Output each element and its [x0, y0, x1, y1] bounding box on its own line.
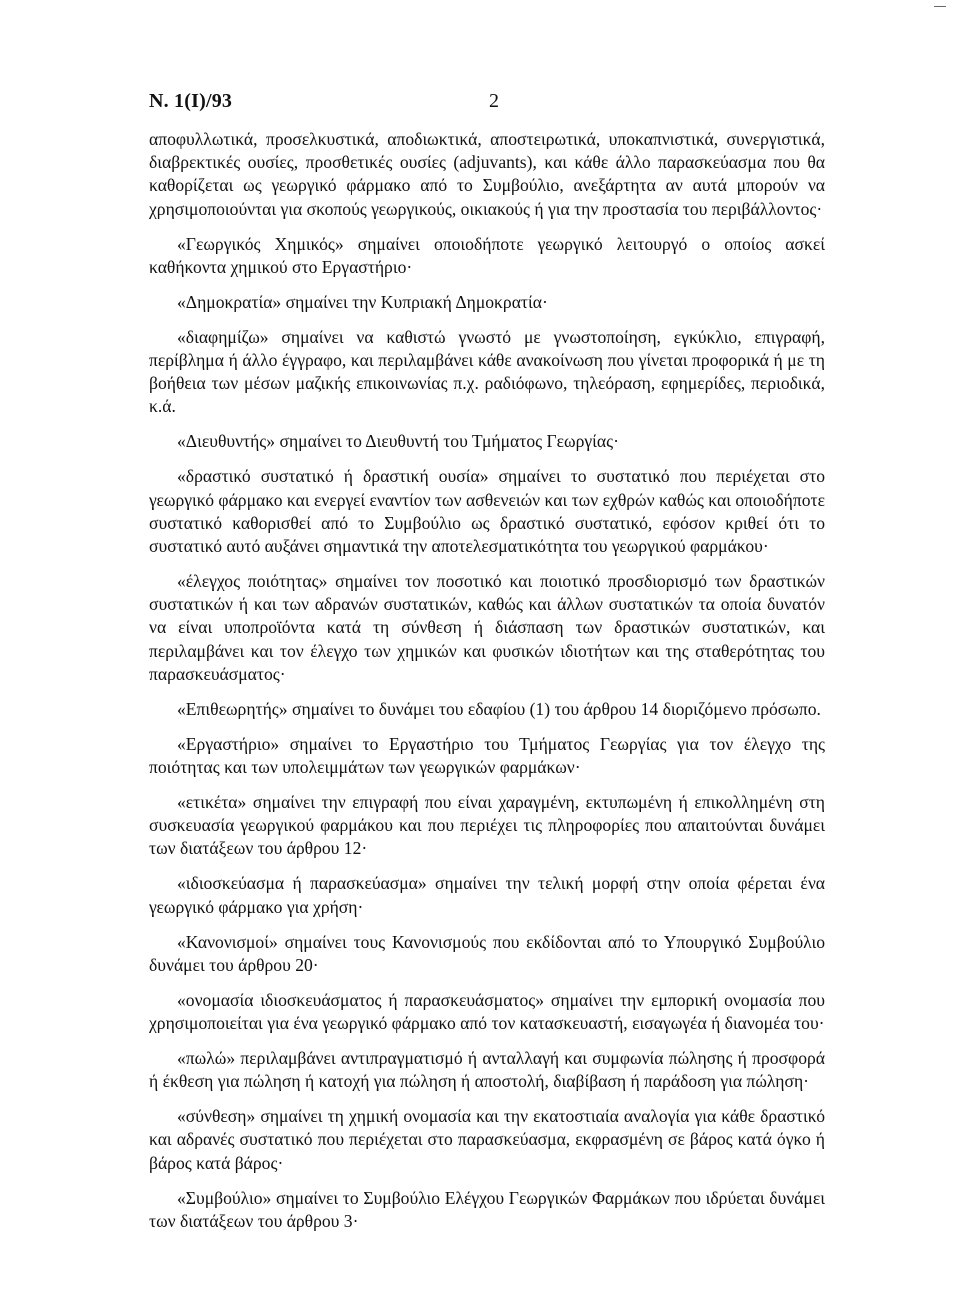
page-number: 2 — [489, 90, 500, 112]
definition-synthesi: «σύνθεση» σημαίνει τη χημική ονομασία και την εκατοστιαία αναλογία για κάθε δραστικό και αδρανές συστατικό που περιέχεται στο παρασκεύασμα, εκφρασμένη σε βάρος κατά όγκο ή βάρος κατά βάρος· — [149, 1106, 825, 1173]
definition-kanonismoi: «Κανονισμοί» σημαίνει τους Κανονισμούς που εκδίδονται από το Υπουργικό Συμβούλιο δυνάμει του άρθρου 20· — [149, 931, 825, 975]
definition-georgikos-chimikos: «Γεωργικός Χημικός» σημαίνει οποιοδήποτε γεωργικό λειτουργό ο οποίος ασκεί καθήκοντα χημικού στο Εργαστήριο· — [149, 233, 825, 277]
definition-etiketa: «ετικέτα» σημαίνει την επιγραφή που είναι χαραγμένη, εκτυπωμένη ή επικολλημένη στη συσκευασία γεωργικού φαρμάκου και που περιέχει τις πληροφορίες που απαιτούνται δυνάμει των διατάξεων του άρθρου 12· — [149, 792, 825, 859]
definition-epitheoritis: «Επιθεωρητής» σημαίνει το δυνάμει του εδαφίου (1) του άρθρου 14 διοριζόμενο πρόσωπο. — [177, 698, 821, 719]
definition-diefthyntis: «Διευθυντής» σημαίνει το Διευθυντή του Τμήματος Γεωργίας· — [177, 431, 619, 452]
definition-ergastirio: «Εργαστήριο» σημαίνει το Εργαστήριο του Τμήματος Γεωργίας για τον έλεγχο της ποιότητας και των υπολειμμάτων των γεωργικών φαρμάκων· — [149, 733, 825, 778]
definition-drastiko-systatiko: «δραστικό συστατικό ή δραστική ουσία» σημαίνει το συστατικό που περιέχεται στο γεωργικό φάρμακο και ενεργεί εναντίον των ασθενειών και των εχθρών καθώς και οποιοδήποτε συστατικό καθορισθεί από το Συμβούλιο ως δραστικό συστατικό, εφόσον κριθεί ότι το συστατικό αυτό αυξάνει σημαντικά την αποτελεσματικότητα του γεωργικού φαρμάκου· — [149, 466, 825, 557]
definition-symvoulio: «Συμβούλιο» σημαίνει το Συμβούλιο Ελέγχου Γεωργικών Φαρμάκων που ιδρύεται δυνάμει των διατάξεων του άρθρου 3· — [149, 1187, 825, 1231]
paragraph-continuation: αποφυλλωτικά, προσελκυστικά, αποδιωκτικά, αποστειρωτικά, υποκαπνιστικά, συνεργιστικά, διαβρεκτικές ουσίες, προσθετικές ουσίες (adjuvants), και κάθε άλλο παρασκεύασμα που θα καθορίζεται ως γεωργικό φάρμακο από το Συμβούλιο, ανεξάρτητα αν αυτά μπορούν να χρησιμοποιούνται για σκοπούς γεωργικούς, οικιακούς ή για την προστασία του περιβάλλοντος· — [149, 129, 825, 219]
definition-elegchos-poiotitas: «έλεγχος ποιότητας» σημαίνει τον ποσοτικό και ποιοτικό προσδιορισμό των δραστικών συστατικών ή και των αδρανών συστατικών, καθώς και άλλων συστατικών τα οποία δυνατόν να είναι υποπροϊόντα κατά τη σύνθεση ή διάσπαση των δραστικών συστατικών, και περιλαμβάνει και τον έλεγχο των χημικών και φυσικών ιδιοτήτων και της σταθερότητας του παρασκευάσματος· — [149, 571, 825, 684]
scan-corner-mark — [934, 0, 946, 7]
law-number: Ν. 1(Ι)/93 — [149, 90, 233, 112]
definition-idioskevasma: «ιδιοσκεύασμα ή παρασκεύασμα» σημαίνει την τελική μορφή στην οποία φέρεται ένα γεωργικό φάρμακο για χρήση· — [149, 873, 825, 917]
definition-polo: «πωλώ» περιλαμβάνει αντιπραγματισμό ή ανταλλαγή και συμφωνία πώλησης ή προσφορά ή έκθεση για πώληση ή κατοχή για πώληση ή αποστολή, διαβίβαση ή παράδοση για πώληση· — [149, 1048, 825, 1092]
definition-onomasia-idioskevasmatos: «ονομασία ιδιοσκευάσματος ή παρασκευάσματος» σημαίνει την εμπορική ονομασία που χρησιμοποιείται για ένα γεωργικό φάρμακο από τον κατασκευαστή, εισαγωγέα ή διανομέα του· — [149, 989, 825, 1034]
page-header — [149, 90, 509, 120]
definition-diafimizo: «διαφημίζω» σημαίνει να καθιστώ γνωστό με γνωστοποίηση, εγκύκλιο, επιγραφή, περίβλημα ή άλλο έγγραφο, και περιλαμβάνει κάθε ανακοίνωση που γίνεται προφορικά ή με τη βοήθεια των μέσων μαζικής επικοινωνίας π.χ. ραδιόφωνο, τηλεόραση, εφημερίδες, περιοδικά, κ.ά. — [149, 326, 825, 417]
definition-dimokratia: «Δημοκρατία» σημαίνει την Κυπριακή Δημοκρατία· — [177, 291, 548, 312]
document-body — [149, 128, 825, 1245]
